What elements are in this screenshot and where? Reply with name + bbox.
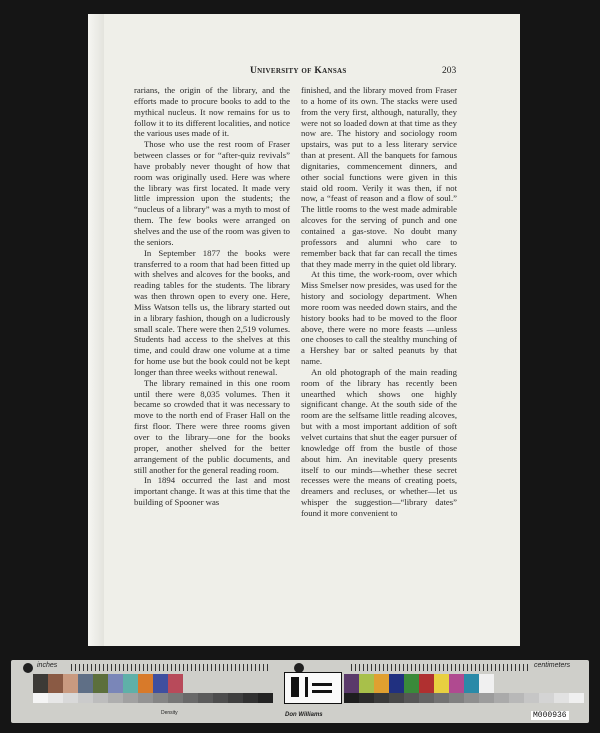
gray-patch <box>153 693 168 703</box>
color-swatch <box>419 674 434 693</box>
document-page <box>88 14 520 646</box>
gray-patch <box>374 693 389 703</box>
gray-patch <box>123 693 138 703</box>
gray-patch <box>389 693 404 703</box>
inches-label: inches <box>37 662 58 669</box>
color-swatch <box>123 674 138 693</box>
color-swatch <box>33 674 48 693</box>
gray-patch <box>48 693 63 703</box>
color-swatch <box>479 674 494 693</box>
gray-patch <box>228 693 243 703</box>
gray-patch <box>93 693 108 703</box>
right-column <box>301 85 457 519</box>
gray-patch <box>524 693 539 703</box>
gray-patch <box>213 693 228 703</box>
gray-patch <box>258 693 273 703</box>
gray-patch <box>183 693 198 703</box>
gray-patch <box>359 693 374 703</box>
color-swatch <box>389 674 404 693</box>
paragraph: In September 1877 the books were transferred to a room that had been fitted up with shelves and alcoves for the books, and reading tables for the students. The library was then thrown open to every one. Here, Miss Watson tells us, the library started out in a library fashion, though on a ludicrously small scale. There were then 2,519 volumes. Students had access to the shelves at this time, and could draw one volume at a time for home use but the book could not be kept longer than three weeks without renewal. <box>134 247 290 377</box>
color-swatch <box>449 674 464 693</box>
item-id-label: M000936 <box>533 711 567 720</box>
paragraph: At this time, the work-room, over which Miss Smelser now presides, was used for the history and sociology department. When more room was needed down stairs, and the history books had to be moved to the floor above, there were no more feasts —unless one chooses to call the stealthy munching of a Hershey bar or salted peanuts by that name. <box>301 269 457 367</box>
color-swatch <box>464 674 479 693</box>
color-swatch <box>168 674 183 693</box>
gray-patch <box>138 693 153 703</box>
gray-patch <box>509 693 524 703</box>
color-swatch <box>138 674 153 693</box>
density-label: Density <box>161 710 178 716</box>
color-swatch <box>63 674 78 693</box>
paragraph: The library remained in this one room until there were 8,035 volumes. Then it became so crowded that it was necessary to move to the north end of Fraser Hall on the first floor. There were three rooms given over to the library—one for the books proper, another shelved for the better arrangement of the public documents, and still another for the general reading room. <box>134 377 290 475</box>
paragraph: In 1894 occurred the last and most important change. It was at this time that the building of Spooner was <box>134 475 290 508</box>
resolution-target <box>284 672 342 704</box>
color-swatch <box>359 674 374 693</box>
gray-patch <box>569 693 584 703</box>
color-swatch <box>344 674 359 693</box>
gray-patch <box>539 693 554 703</box>
gray-patch <box>449 693 464 703</box>
paragraph: finished, and the library moved from Fraser to a home of its own. The stacks were used from the very first, although, naturally, they were not so loaded down at that time as they now are. The history and sociology room upstairs, was put to a less literary service than at present. All the banquets for famous dignitaries, commencement dinners, and other social functions were given in this staid old room. Verily it was then, if not now, a “feast of reason and a flow of soul.” The little rooms to the west made admirable alcoves for the serving of punch and one contained a gas-stove. No doubt many professors and alumni who care to remember back that far can recall the times that they made merry in the quiet old library. <box>301 85 457 269</box>
paragraph: rarians, the origin of the library, and the efforts made to procure books to add to the mythical nucleus. It now remains for us to follow it to its different localities, and notice the various uses made of it. <box>134 85 290 139</box>
card-hole <box>23 663 33 673</box>
page-binding-edge <box>88 14 104 646</box>
gray-patch <box>404 693 419 703</box>
gray-patch <box>198 693 213 703</box>
color-swatch <box>434 674 449 693</box>
left-column <box>134 85 290 508</box>
gray-scale-row <box>344 693 584 703</box>
gray-patch <box>434 693 449 703</box>
gray-patch <box>108 693 123 703</box>
color-swatch-row <box>344 674 494 693</box>
color-swatch <box>48 674 63 693</box>
color-swatch <box>93 674 108 693</box>
gray-patch <box>554 693 569 703</box>
gray-patch <box>168 693 183 703</box>
centimeters-label: centimeters <box>534 662 571 669</box>
gray-patch <box>33 693 48 703</box>
gray-scale-row <box>33 693 273 703</box>
gray-patch <box>344 693 359 703</box>
color-swatch <box>153 674 168 693</box>
inches-ruler <box>71 664 271 671</box>
gray-patch <box>479 693 494 703</box>
gray-patch <box>78 693 93 703</box>
gray-patch <box>243 693 258 703</box>
gray-patch <box>464 693 479 703</box>
color-swatch <box>374 674 389 693</box>
color-swatch <box>404 674 419 693</box>
paragraph: An old photograph of the main reading room of the library has recently been unearthed which shows one highly significant change. At the south side of the room are the selfsame little reading alcoves, but with a most important addition of soft velvet curtains that shut the eager pursuer of knowledge off from the bustle of those about him. An inevitable query presents itself to our minds—whether these secret recesses were the means of creating poets, dreamers and recluses, or whether—let us whisper the suggestion—“library dates” found it more convenient to <box>301 366 457 518</box>
color-swatch-row <box>33 674 183 693</box>
color-swatch <box>108 674 123 693</box>
paragraph: Those who use the rest room of Fraser between classes or for “after-quiz revivals” have probably never thought of how that room was originally used. Here was where the library was first located. It made very little impression upon the students; the “nucleus of a library” was a myth to most of them. The few books were arranged on shelves and the use of the room was given to the seniors. <box>134 139 290 247</box>
centimeters-ruler <box>351 664 529 671</box>
gray-patch <box>63 693 78 703</box>
running-head: University of Kansas <box>250 66 347 76</box>
card-brand: Don Williams <box>285 712 323 718</box>
gray-patch <box>494 693 509 703</box>
color-calibration-card <box>11 660 589 723</box>
color-swatch <box>78 674 93 693</box>
page-number: 203 <box>442 66 457 76</box>
gray-patch <box>419 693 434 703</box>
